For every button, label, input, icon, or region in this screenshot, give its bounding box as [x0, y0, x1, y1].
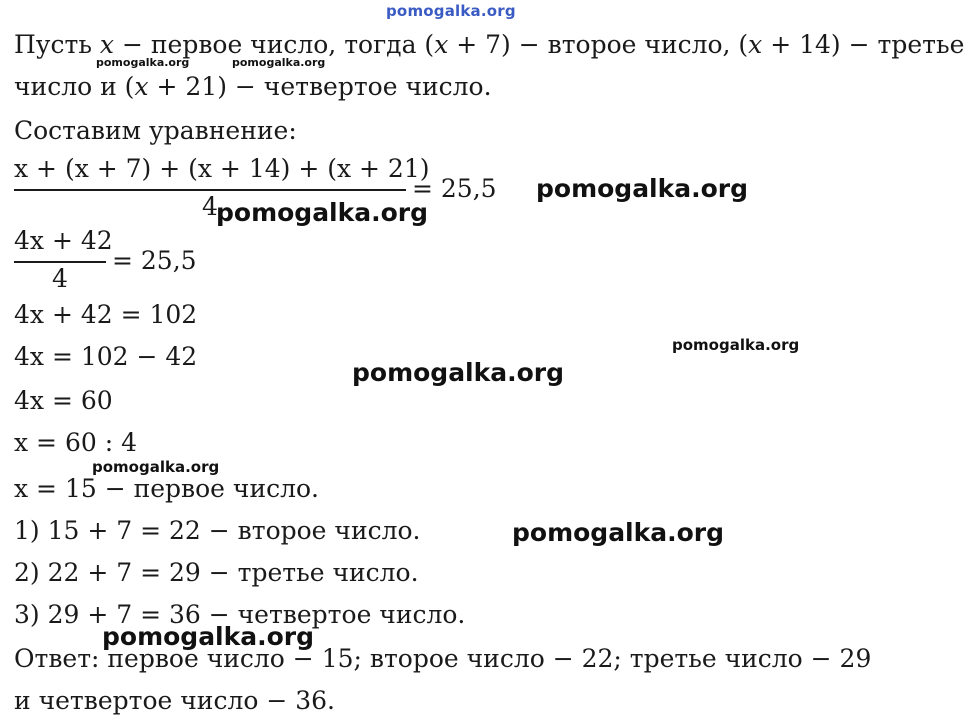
watermark-small: pomogalka.org — [96, 56, 190, 69]
step-line: x = 15 − первое число. — [14, 474, 319, 503]
section-heading: Составим уравнение: — [14, 116, 297, 145]
intro-text: Пусть — [14, 30, 100, 59]
fraction-denominator: 4 — [202, 192, 218, 221]
intro-text: + 14) − третье — [762, 30, 964, 59]
result-line: 3) 29 + 7 = 36 − четвертое число. — [14, 600, 466, 629]
fraction-bar — [14, 261, 106, 263]
intro-text: + 21) − четвертое число. — [148, 72, 492, 101]
watermark-large: pomogalka.org — [536, 174, 749, 203]
watermark-small: pomogalka.org — [232, 56, 326, 69]
watermark-large: pomogalka.org — [352, 358, 565, 387]
intro-text: + 7) − второе число, ( — [448, 30, 749, 59]
variable-x: x — [748, 30, 763, 59]
fraction-bar — [14, 189, 406, 191]
intro-line-2 — [14, 72, 492, 102]
step-line: x = 60 : 4 — [14, 428, 137, 457]
watermark-medium: pomogalka.org — [672, 336, 800, 354]
watermark-large: pomogalka.org — [512, 518, 725, 547]
answer-line-1: Ответ: первое число − 15; второе число − 22; третье число − 29 — [14, 644, 872, 673]
intro-text: − первое число, тогда ( — [114, 30, 435, 59]
intro-text: число и ( — [14, 72, 135, 101]
top-watermark: pomogalka.org — [386, 2, 516, 20]
equation-rhs: = 25,5 — [412, 174, 497, 203]
variable-x: x — [99, 30, 115, 59]
step-line: 4x = 60 — [14, 386, 113, 415]
fraction-numerator: x + (x + 7) + (x + 14) + (x + 21) — [14, 154, 430, 183]
result-line: 1) 15 + 7 = 22 − второе число. — [14, 516, 421, 545]
variable-x: x — [434, 30, 449, 59]
watermark-large: pomogalka.org — [216, 198, 429, 227]
watermark-medium: pomogalka.org — [92, 458, 220, 476]
watermark-large: pomogalka.org — [102, 622, 315, 651]
step-line: 4x = 102 − 42 — [14, 342, 198, 371]
fraction-numerator: 4x + 42 — [14, 226, 113, 255]
equation-rhs: = 25,5 — [112, 246, 197, 275]
answer-line-2: и четвертое число − 36. — [14, 686, 335, 715]
variable-x: x — [134, 72, 149, 101]
fraction-denominator: 4 — [52, 264, 68, 293]
step-line: 4x + 42 = 102 — [14, 300, 198, 329]
result-line: 2) 22 + 7 = 29 − третье число. — [14, 558, 419, 587]
